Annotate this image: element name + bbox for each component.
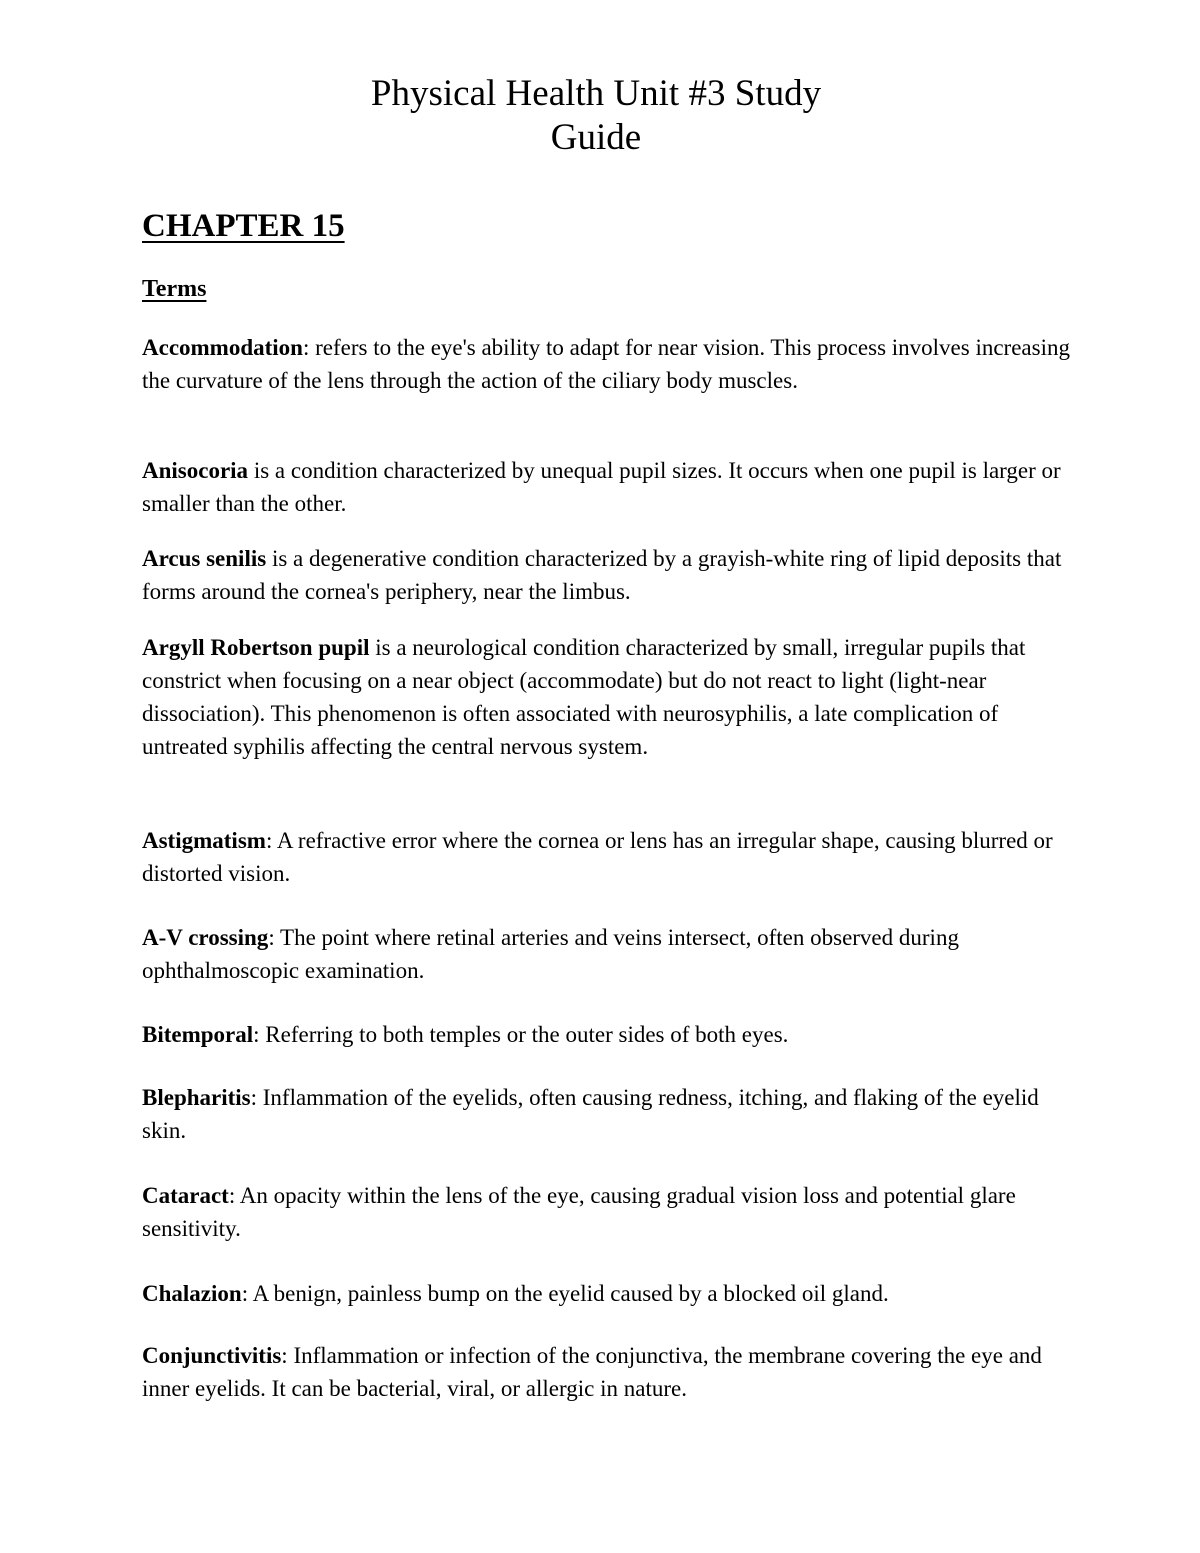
term-entry bbox=[142, 331, 1077, 397]
term-name: Chalazion bbox=[142, 1281, 242, 1306]
term-name: Arcus senilis bbox=[142, 546, 267, 571]
term-name: Argyll Robertson pupil bbox=[142, 635, 370, 660]
term-definition: The point where retinal arteries and veins intersect, often observed during ophthalmoscopic examination. bbox=[142, 925, 959, 983]
term-separator: : bbox=[268, 925, 281, 950]
term-entry bbox=[142, 631, 1077, 763]
term-separator: : bbox=[241, 1281, 253, 1306]
term-definition: A refractive error where the cornea or lens has an irregular shape, causing blurred or distorted vision. bbox=[142, 828, 1053, 886]
term-separator: : bbox=[302, 335, 316, 360]
term-entry bbox=[142, 824, 1077, 890]
term-name: Bitemporal bbox=[142, 1022, 254, 1047]
term-definition: Inflammation of the eyelids, often causing redness, itching, and flaking of the eyelid skin. bbox=[142, 1085, 1039, 1143]
term-separator: : bbox=[250, 1085, 263, 1110]
term-definition: A benign, painless bump on the eyelid caused by a blocked oil gland. bbox=[252, 1281, 889, 1306]
term-name: Accommodation bbox=[142, 335, 303, 360]
page-title bbox=[0, 72, 1192, 160]
term-name: Conjunctivitis bbox=[142, 1343, 282, 1368]
term-definition: is a condition characterized by unequal pupil sizes. It occurs when one pupil is larger or smaller than the other. bbox=[142, 458, 1061, 516]
term-definition: Referring to both temples or the outer sides of both eyes. bbox=[265, 1022, 789, 1047]
title-line-1: Physical Health Unit #3 Study bbox=[370, 73, 822, 114]
title-line-2: Guide bbox=[550, 117, 642, 158]
term-name: A-V crossing bbox=[142, 925, 269, 950]
term-definition: An opacity within the lens of the eye, causing gradual vision loss and potential glare sensitivity. bbox=[142, 1183, 1016, 1241]
term-definition: is a degenerative condition characterized by a grayish-white ring of lipid deposits that forms around the cornea's periphery, near the limbus. bbox=[142, 546, 1062, 604]
term-name: Blepharitis bbox=[142, 1085, 251, 1110]
term-entry bbox=[142, 1081, 1077, 1147]
term-entry bbox=[142, 1277, 1077, 1310]
term-entry bbox=[142, 454, 1077, 520]
term-separator: : bbox=[281, 1343, 294, 1368]
term-separator: : bbox=[253, 1022, 266, 1047]
term-entry bbox=[142, 1179, 1077, 1245]
term-entry bbox=[142, 1339, 1077, 1405]
terms-heading: Terms bbox=[142, 276, 207, 302]
term-definition: is a neurological condition characterized by small, irregular pupils that constrict when focusing on a near object (accommodate) but do not react to light (light-near dissociation). This phenomenon is often associated with neurosyphilis, a late complication of untreated syphilis affecting the central nervous system. bbox=[142, 635, 1026, 759]
term-separator: : bbox=[228, 1183, 240, 1208]
term-entry bbox=[142, 542, 1077, 608]
term-separator: : bbox=[265, 828, 277, 853]
term-entry bbox=[142, 1018, 1077, 1051]
term-definition: refers to the eye's ability to adapt for near vision. This process involves increasing the curvature of the lens through the action of the ciliary body muscles. bbox=[142, 335, 1070, 393]
chapter-heading: CHAPTER 15 bbox=[142, 208, 345, 244]
term-definition: Inflammation or infection of the conjunctiva, the membrane covering the eye and inner eyelids. It can be bacterial, viral, or allergic in nature. bbox=[142, 1343, 1042, 1401]
term-name: Anisocoria bbox=[142, 458, 249, 483]
term-entry bbox=[142, 921, 1077, 987]
term-name: Astigmatism bbox=[142, 828, 266, 853]
term-name: Cataract bbox=[142, 1183, 229, 1208]
